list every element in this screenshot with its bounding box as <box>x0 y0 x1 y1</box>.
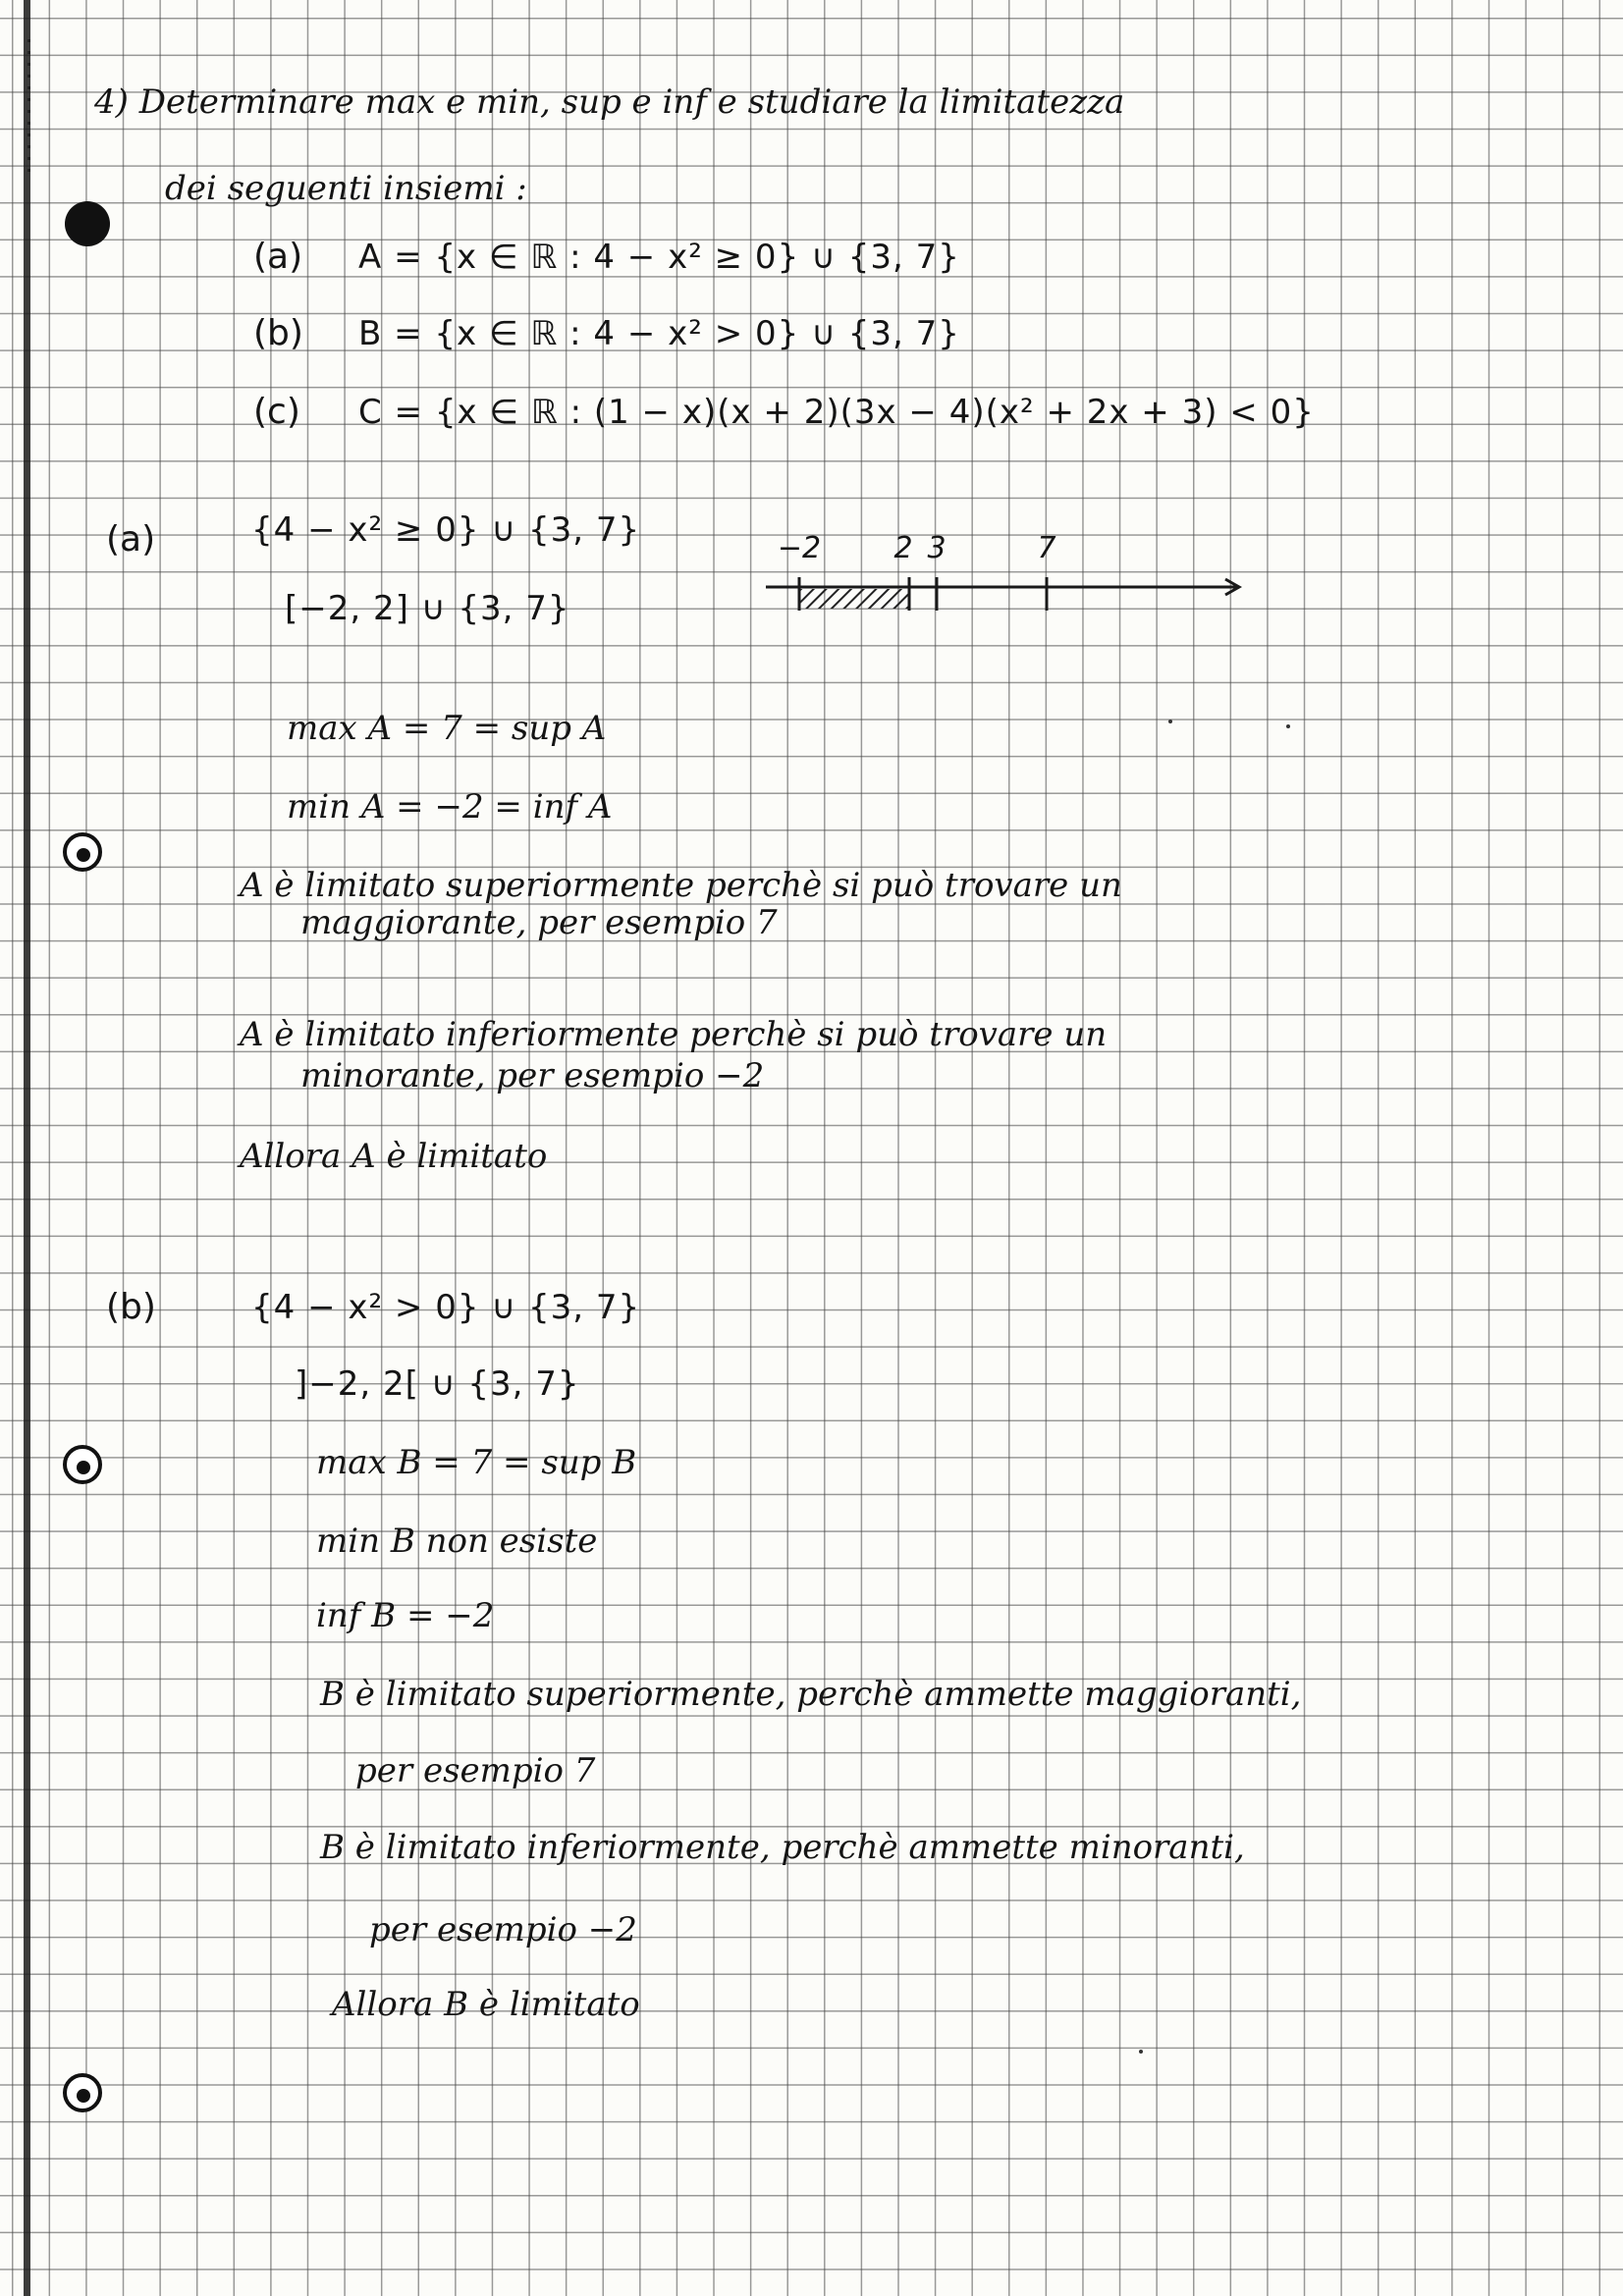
margin-ticks <box>27 39 30 177</box>
part-a-interval: [−2, 2] ∪ {3, 7} <box>285 589 570 628</box>
part-a-min: min A = −2 = inf A <box>287 787 613 827</box>
exercise-heading-cont: dei seguenti insiemi : <box>165 169 527 208</box>
part-a-conclusion: Allora A è limitato <box>240 1137 548 1176</box>
part-b-conclusion: Allora B è limitato <box>332 1985 640 2024</box>
part-b-label: (b) <box>106 1287 156 1327</box>
part-a-upper-line1: A è limitato superiormente perchè si può trovare un <box>240 866 1122 905</box>
binder-hole <box>63 1445 102 1484</box>
part-a-lower-line1: A è limitato inferiormente perchè si può trovare un <box>240 1015 1108 1054</box>
number-line-label: −2 <box>777 531 822 565</box>
pen-mark <box>1168 720 1172 723</box>
number-line-label: 2 <box>893 531 913 565</box>
part-a-set: {4 − x² ≥ 0} ∪ {3, 7} <box>251 510 641 550</box>
part-b-set: {4 − x² > 0} ∪ {3, 7} <box>251 1288 641 1327</box>
part-b-max: max B = 7 = sup B <box>316 1443 637 1482</box>
number-line-label: 7 <box>1037 531 1056 565</box>
exercise-heading: 4) Determinare max e min, sup e inf e studiare la limitatezza <box>94 82 1125 122</box>
part-a-max: max A = 7 = sup A <box>287 709 607 748</box>
item-definition: A = {x ∈ ℝ : 4 − x² ≥ 0} ∪ {3, 7} <box>358 238 960 277</box>
part-b-min: min B non esiste <box>316 1522 598 1561</box>
part-a-lower-line2: minorante, per esempio −2 <box>300 1056 765 1095</box>
part-b-interval: ]−2, 2[ ∪ {3, 7} <box>295 1364 580 1404</box>
part-b-upper-line1: B è limitato superiormente, perchè ammette maggioranti, <box>320 1675 1302 1714</box>
item-label: (a) <box>253 237 303 277</box>
item-definition: B = {x ∈ ℝ : 4 − x² > 0} ∪ {3, 7} <box>358 314 960 353</box>
pen-mark <box>1286 724 1290 728</box>
number-line-label: 3 <box>927 531 947 565</box>
item-definition: C = {x ∈ ℝ : (1 − x)(x + 2)(3x − 4)(x² + 2x + 3) < 0} <box>358 393 1315 432</box>
part-b-lower-line2: per esempio −2 <box>369 1910 637 1949</box>
shaded-interval <box>799 589 909 609</box>
part-a-label: (a) <box>106 519 156 560</box>
part-b-upper-line2: per esempio 7 <box>355 1751 596 1790</box>
number-line <box>756 520 1267 628</box>
item-label: (c) <box>253 392 300 432</box>
part-b-inf: inf B = −2 <box>316 1596 495 1635</box>
pen-mark <box>1139 2050 1143 2054</box>
part-a-upper-line2: maggiorante, per esempio 7 <box>300 903 778 942</box>
binder-hole <box>65 201 110 246</box>
part-b-lower-line1: B è limitato inferiormente, perchè ammette minoranti, <box>320 1828 1245 1867</box>
binder-hole <box>63 832 102 872</box>
margin-rule <box>24 0 30 2296</box>
binder-hole <box>63 2073 102 2112</box>
item-label: (b) <box>253 313 303 353</box>
